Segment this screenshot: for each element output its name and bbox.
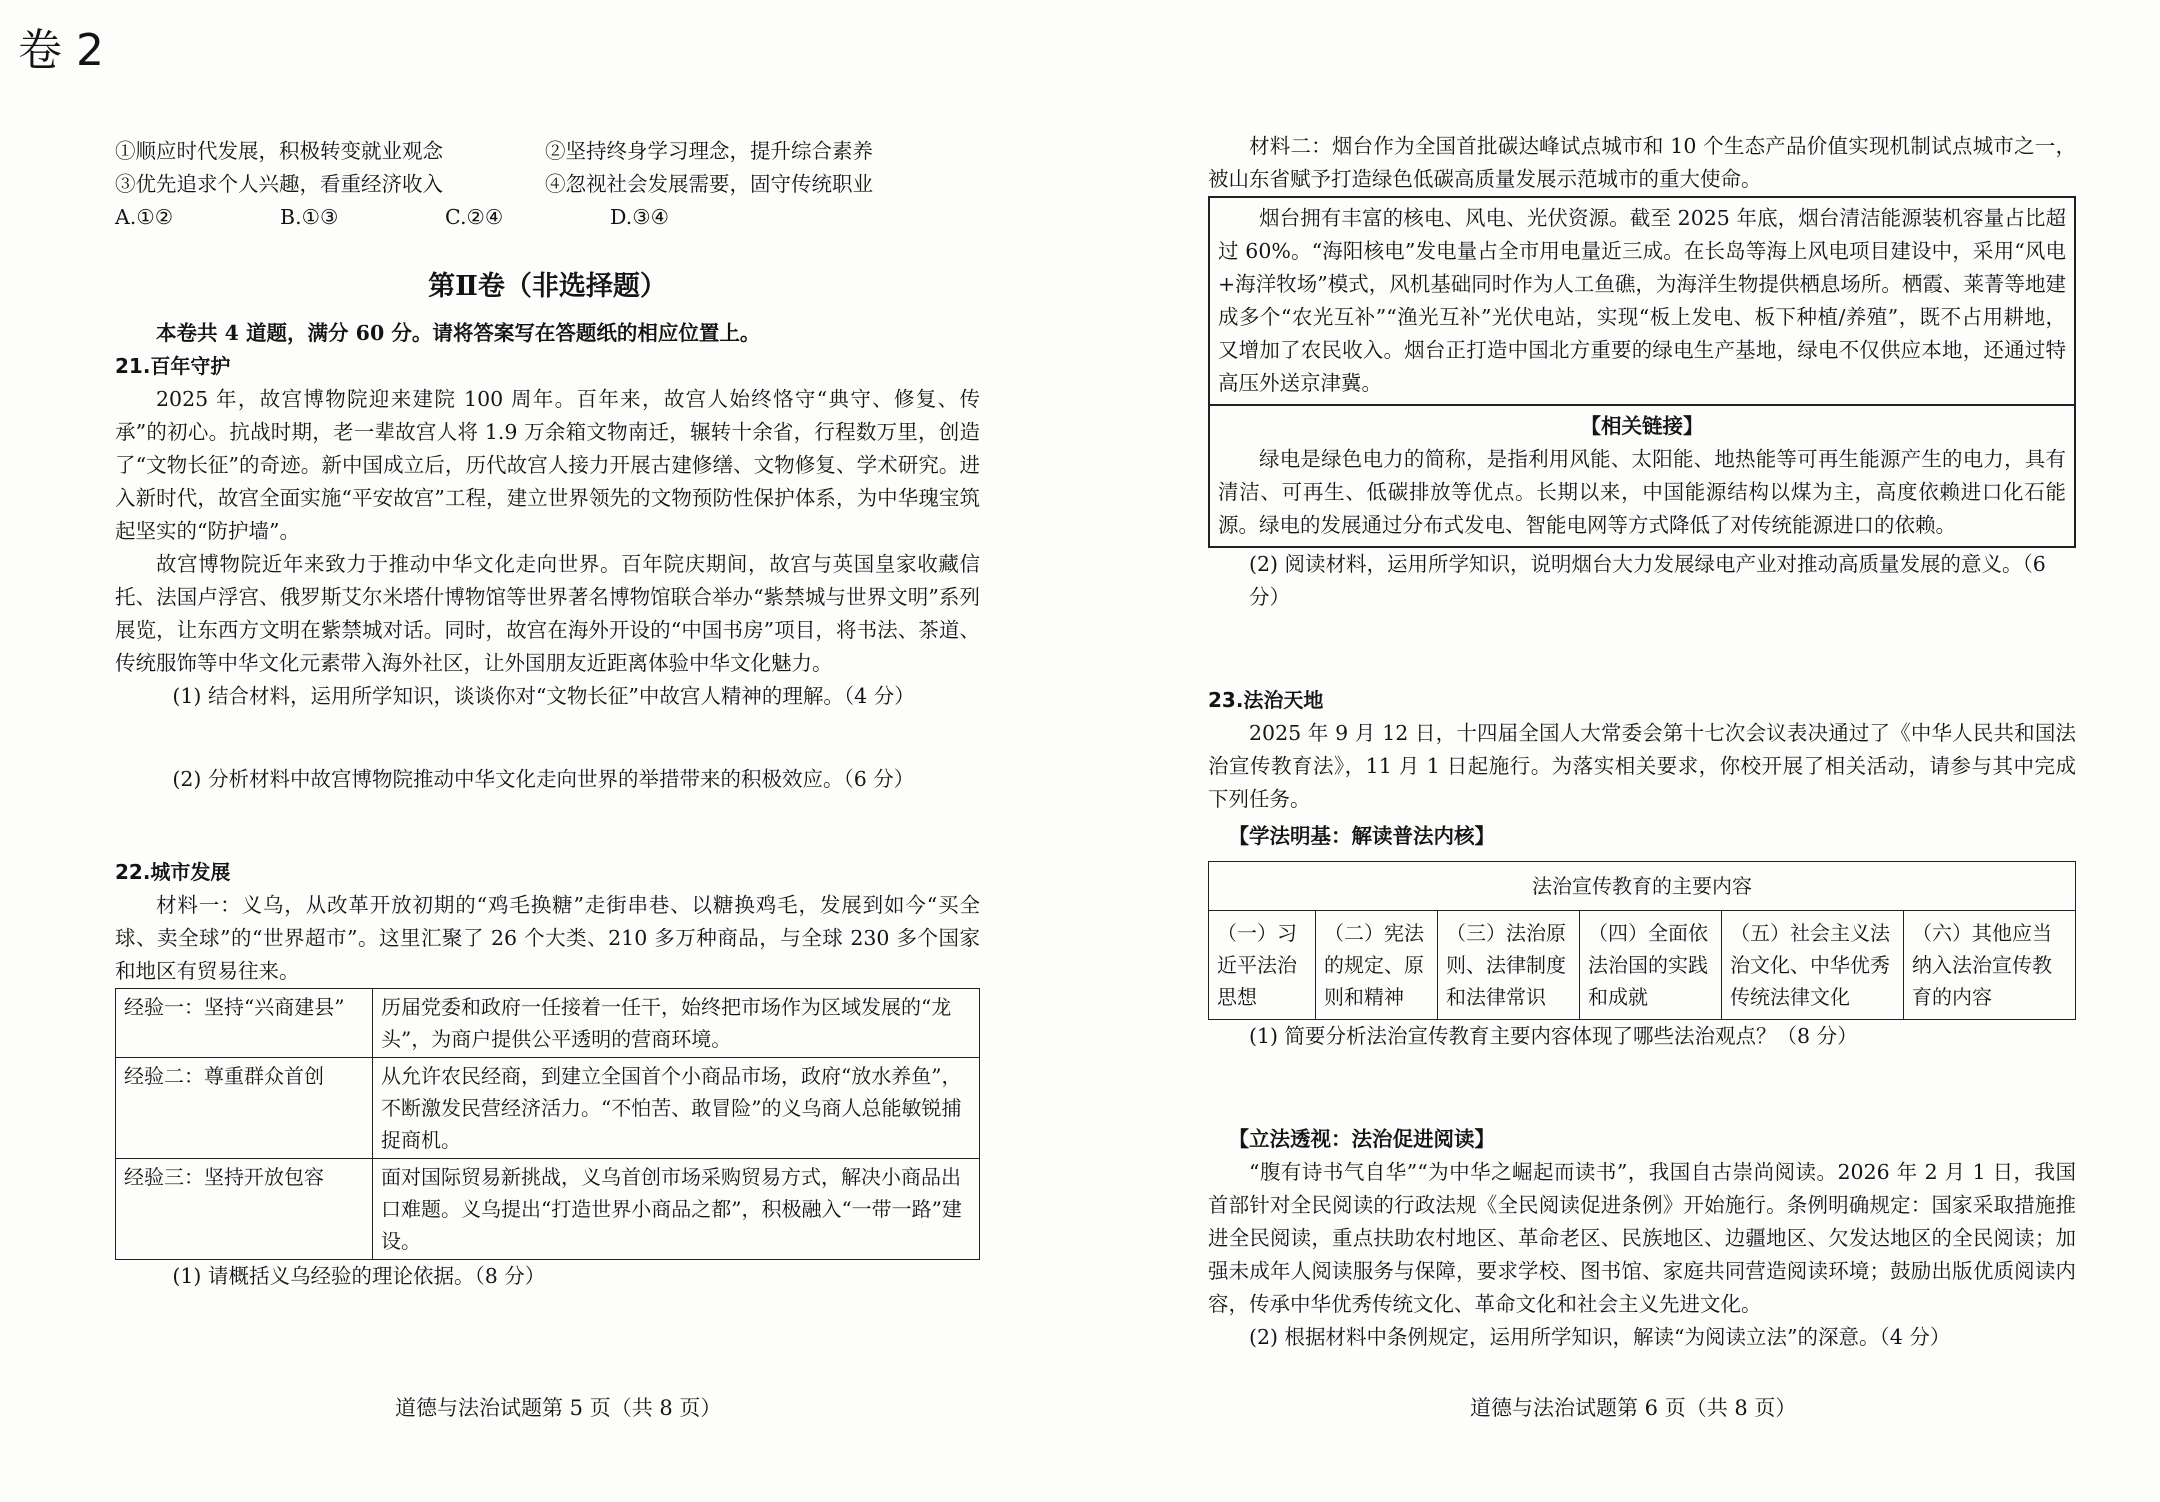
experience-value: 历届党委和政府一任接着一任干，始终把市场作为区域发展的“龙头”，为商户提供公平透明的营商环境。 — [373, 989, 980, 1058]
table-cell: （二）宪法的规定、原则和精神 — [1316, 911, 1438, 1020]
section-title: 第Ⅱ卷（非选择题） — [428, 271, 667, 302]
answer-d: D.③④ — [610, 205, 669, 229]
q21-paragraph-1: 2025 年，故宫博物院迎来建院 100 周年。百年来，故宫人始终恪守“典守、修复、传承”的初心。抗战时期，老一辈故宫人将 1.9 万余箱文物南迁，辗转十余省，行程数万里，创造了“文物长征”的奇迹。新中国成立后，历代故宫人接力开展古建修缮、文物修复、学术研究。进入新时代，故宫全面实施“平安故宫”工程，建立世界领先的文物预防性保护体系，为中华瑰宝筑起坚实的“防护墙”。 — [115, 387, 980, 543]
exam-label: 卷 2 — [18, 25, 104, 76]
q21-paragraph-2: 故宫博物院近年来致力于推动中华文化走向世界。百年院庆期间，故宫与英国皇家收藏信托、法国卢浮宫、俄罗斯艾尔米塔什博物馆等世界著名博物馆联合举办“紫禁城与世界文明”系列展览，让东西方文明在紫禁城对话。同时，故宫在海外开设的“中国书房”项目，将书法、茶道、传统服饰等中华文化元素带入海外社区，让外国朋友近距离体验中华文化魅力。 — [115, 552, 980, 675]
table-cell: （六）其他应当纳入法治宣传教育的内容 — [1904, 911, 2076, 1020]
q21-subquestion-2: (2) 分析材料中故宫博物院推动中华文化走向世界的举措带来的积极效应。（6 分） — [172, 767, 915, 791]
table-cell: （四）全面依法治国的实践和成就 — [1580, 911, 1722, 1020]
option-2: ②坚持终身学习理念，提升综合素养 — [545, 139, 873, 163]
choice-options — [115, 135, 980, 201]
yantai-text: 烟台拥有丰富的核电、风电、光伏资源。截至 2025 年底，烟台清洁能源装机容量占比超过 60%。“海阳核电”发电量占全市用电量近三成。在长岛等海上风电项目建设中，采用“风电+海洋牧场”模式，风机基础同时作为人工鱼礁，为海洋生物提供栖息场所。栖霞、莱菁等地建成多个“农光互补”“渔光互补”光伏电站，实现“板上发电、板下种植/养殖”，既不占用耕地，又增加了农民收入。烟台正打造中国北方重要的绿电生产基地，绿电不仅供应本地，还通过特高压外送京津冀。 — [1218, 206, 2066, 395]
experience-key: 经验三：坚持开放包容 — [116, 1159, 373, 1260]
related-link-text: 绿电是绿色电力的简称，是指利用风能、太阳能、地热能等可再生能源产生的电力，具有清洁、可再生、低碳排放等优点。长期以来，中国能源结构以煤为主，高度依赖进口化石能源。绿电的发展通过分布式发电、智能电网等方式降低了对传统能源进口的依赖。 — [1218, 447, 2066, 537]
q23-subquestion-2: (2) 根据材料中条例规定，运用所学知识，解读“为阅读立法”的深意。（4 分） — [1249, 1325, 1951, 1349]
option-3: ③优先追求个人兴趣，看重经济收入 — [115, 172, 443, 196]
q22-material-1: 材料一：义乌，从改革开放初期的“鸡毛换糖”走街串巷、以糖换鸡毛，发展到如今“买全球、卖全球”的“世界超市”。这里汇聚了 26 个大类、210 多万种商品，与全球 230 多个国家和地区有贸易往来。 — [115, 893, 980, 983]
related-link-box — [1208, 406, 2076, 548]
q21-title: 21.百年守护 — [115, 354, 231, 378]
page-5 — [115, 135, 980, 1293]
experience-key: 经验一：坚持“兴商建县” — [116, 989, 373, 1058]
page-5-footer: 道德与法治试题第 5 页（共 8 页） — [395, 1396, 722, 1420]
answer-c: C.②④ — [445, 205, 504, 229]
table-cell: （三）法治原则、法律制度和法律常识 — [1438, 911, 1580, 1020]
q23-paragraph-2: “腹有诗书气自华”“为中华之崛起而读书”，我国自古崇尚阅读。2026 年 2 月 1 日，我国首部针对全民阅读的行政法规《全民阅读促进条例》开始施行。条例明确规定：国家采取措施推进全民阅读，重点扶助农村地区、革命老区、民族地区、边疆地区、欠发达地区的全民阅读；加强未成年人阅读服务与保障，要求学校、图书馆、家庭共同营造阅读环境；鼓励出版优质阅读内容，传承中华优秀传统文化、革命文化和社会主义先进文化。 — [1208, 1160, 2076, 1316]
table-row — [1209, 911, 2076, 1020]
option-4: ④忽视社会发展需要，固守传统职业 — [545, 172, 873, 196]
law-content-table — [1208, 861, 2076, 1020]
q23-subquestion-1: (1) 简要分析法治宣传教育主要内容体现了哪些法治观点？（8 分） — [1249, 1024, 1858, 1048]
table-row — [116, 989, 980, 1058]
answer-b: B.①③ — [280, 205, 339, 229]
table-row — [116, 1159, 980, 1260]
table-row — [116, 1058, 980, 1159]
answer-choices — [115, 201, 980, 234]
q23-paragraph-1: 2025 年 9 月 12 日，十四届全国人大常委会第十七次会议表决通过了《中华人民共和国法治宣传教育法》，11 月 1 日起施行。为落实相关要求，你校开展了相关活动，请参与其中完成下列任务。 — [1208, 721, 2076, 811]
q22-material-2: 材料二：烟台作为全国首批碳达峰试点城市和 10 个生态产品价值实现机制试点城市之一，被山东省赋予打造绿色低碳高质量发展示范城市的重大使命。 — [1208, 134, 2076, 191]
q22-subquestion-1: (1) 请概括义乌经验的理论依据。（8 分） — [172, 1264, 546, 1288]
experience-key: 经验二：尊重群众首创 — [116, 1058, 373, 1159]
q22-subquestion-2: (2) 阅读材料，运用所学知识，说明烟台大力发展绿电产业对推动高质量发展的意义。（6 分） — [1249, 552, 2046, 609]
section-note: 本卷共 4 道题，满分 60 分。请将答案写在答题纸的相应位置上。 — [156, 321, 761, 345]
yantai-material-box — [1208, 196, 2076, 406]
experience-table — [115, 988, 980, 1260]
table-header: 法治宣传教育的主要内容 — [1209, 862, 2076, 911]
q21-subquestion-1: (1) 结合材料，运用所学知识，谈谈你对“文物长征”中故宫人精神的理解。（4 分） — [172, 684, 915, 708]
table-cell: （一）习近平法治思想 — [1209, 911, 1316, 1020]
page-6-footer: 道德与法治试题第 6 页（共 8 页） — [1470, 1396, 1797, 1420]
answer-a: A.①② — [115, 205, 174, 229]
table-header-row — [1209, 862, 2076, 911]
experience-value: 面对国际贸易新挑战，义乌首创市场采购贸易方式，解决小商品出口难题。义乌提出“打造世界小商品之都”，积极融入“一带一路”建设。 — [373, 1159, 980, 1260]
q23-title: 23.法治天地 — [1208, 688, 1324, 712]
table-cell: （五）社会主义法治文化、中华优秀传统法律文化 — [1722, 911, 1904, 1020]
task-2-heading: 【立法透视：法治促进阅读】 — [1228, 1127, 1495, 1151]
related-link-title: 【相关链接】 — [1580, 414, 1704, 438]
page-6 — [1208, 130, 2076, 1354]
task-1-heading: 【学法明基：解读普法内核】 — [1228, 824, 1495, 848]
experience-value: 从允许农民经商，到建立全国首个小商品市场，政府“放水养鱼”，不断激发民营经济活力。“不怕苦、敢冒险”的义乌商人总能敏锐捕捉商机。 — [373, 1058, 980, 1159]
q22-title: 22.城市发展 — [115, 860, 231, 884]
option-1: ①顺应时代发展，积极转变就业观念 — [115, 139, 443, 163]
